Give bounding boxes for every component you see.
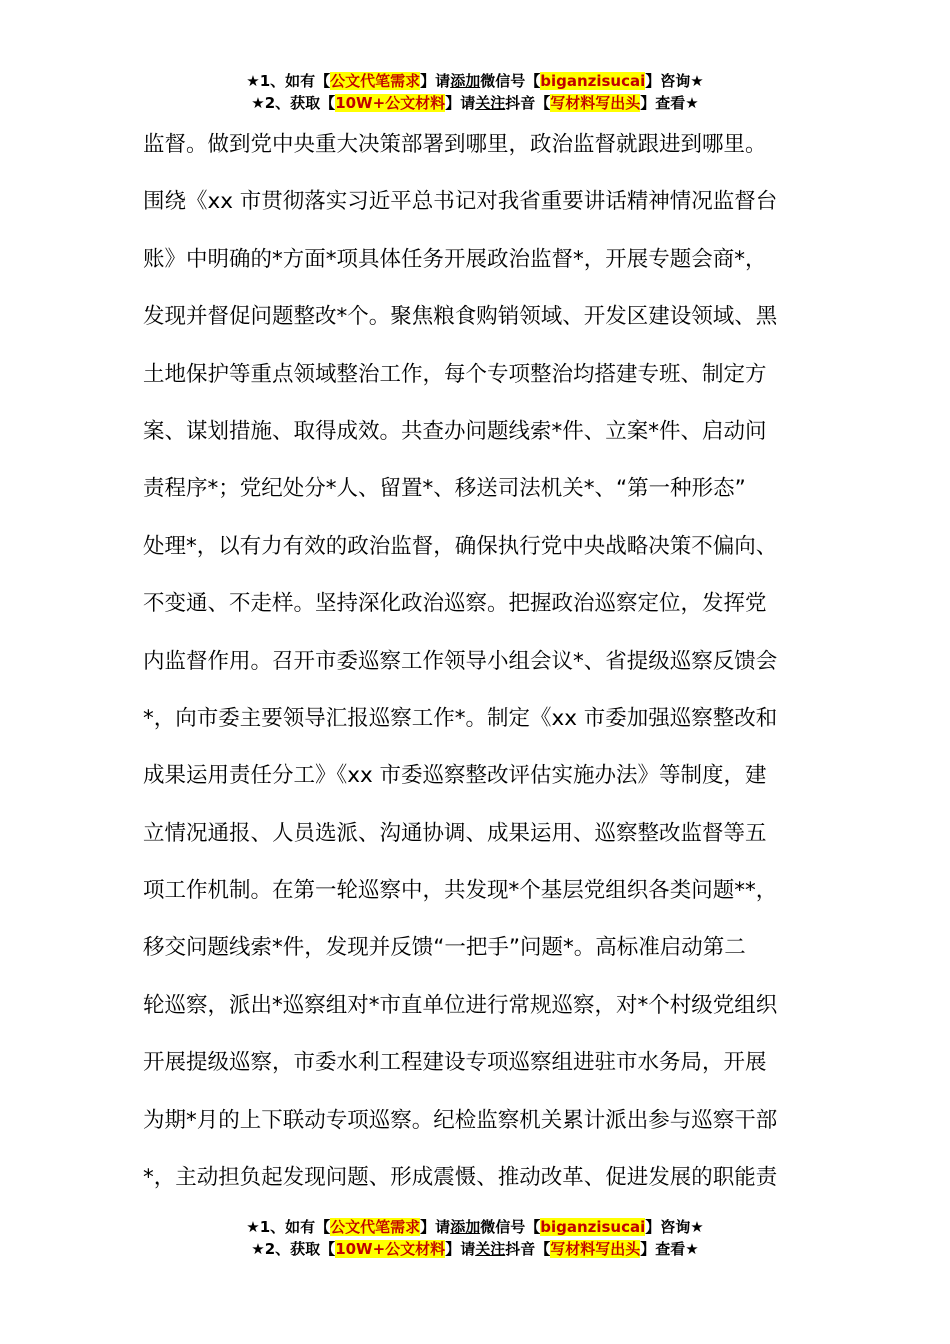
banner-line-2 [0, 1238, 950, 1260]
banner-text: 】查看★ [640, 94, 699, 112]
banner-highlight-wechat-id: biganzisucai [540, 72, 646, 90]
body-line: 项工作机制。在第一轮巡察中，共发现*个基层党组织各类问题**， [143, 878, 778, 904]
footer-banner [0, 1216, 950, 1260]
banner-highlight-douyin: 写材料写出头 [550, 1240, 641, 1258]
banner-text: ★2、获取【 [251, 1240, 336, 1258]
body-line: 成果运用责任分工》《xx 市委巡察整改评估实施办法》等制度，建 [143, 763, 767, 789]
body-line: 监督。做到党中央重大决策部署到哪里，政治监督就跟进到哪里。 [143, 132, 767, 157]
body-line: 土地保护等重点领域整治工作，每个专项整治均搭建专班、制定方 [143, 361, 767, 387]
banner-line-2 [0, 92, 950, 114]
body-line: 处理*，以有力有效的政治监督，确保执行党中央战略决策不偏向、 [143, 533, 778, 559]
banner-text: 抖音【 [505, 94, 551, 112]
banner-text: 微信号【 [480, 1218, 541, 1236]
body-line: 责程序*；党纪处分*人、留置*、移送司法机关*、“第一种形态” [143, 476, 746, 502]
body-line: 立情况通报、人员选派、沟通协调、成果运用、巡察整改监督等五 [143, 820, 767, 846]
banner-text: 】请 [420, 1218, 451, 1236]
banner-highlight-service: 公文代笔需求 [330, 1218, 421, 1236]
banner-highlight-materials: 10W+公文材料 [335, 1240, 446, 1258]
body-line: *，主动担负起发现问题、形成震慑、推动改革、促进发展的职能责 [143, 1165, 778, 1191]
banner-text: ★1、如有【 [246, 1218, 331, 1236]
banner-text: 】咨询★ [645, 72, 704, 90]
banner-text: 微信号【 [480, 72, 541, 90]
banner-highlight-wechat-id: biganzisucai [540, 1218, 646, 1236]
banner-line-1 [0, 70, 950, 92]
body-line: 为期*月的上下联动专项巡察。纪检监察机关累计派出参与巡察干部 [143, 1107, 778, 1133]
body-line: 账》中明确的*方面*项具体任务开展政治监督*，开展专题会商*， [143, 246, 767, 272]
body-line: 发现并督促问题整改*个。聚焦粮食购销领域、开发区建设领域、黑 [143, 304, 778, 330]
banner-text: 抖音【 [505, 1240, 551, 1258]
body-line: 移交问题线索*件，发现并反馈“一把手”问题*。高标准启动第二 [143, 935, 746, 961]
banner-underline-text: 关注 [475, 94, 506, 112]
banner-highlight-materials: 10W+公文材料 [335, 94, 446, 112]
document-body [143, 116, 813, 1206]
banner-underline-text: 添加 [450, 72, 481, 90]
body-line: 内监督作用。召开市委巡察工作领导小组会议*、省提级巡察反馈会 [143, 648, 778, 674]
banner-text: 】咨询★ [645, 1218, 704, 1236]
banner-text: ★1、如有【 [246, 72, 331, 90]
banner-text: 】请 [420, 72, 451, 90]
banner-line-1 [0, 1216, 950, 1238]
banner-highlight-service: 公文代笔需求 [330, 72, 421, 90]
body-line: 不变通、不走样。坚持深化政治巡察。把握政治巡察定位，发挥党 [143, 591, 767, 617]
body-line: 围绕《xx 市贯彻落实习近平总书记对我省重要讲话精神情况监督台 [143, 189, 778, 215]
banner-underline-text: 添加 [450, 1218, 481, 1236]
body-line: 开展提级巡察，市委水利工程建设专项巡察组进驻市水务局，开展 [143, 1050, 767, 1076]
body-line: 轮巡察，派出*巡察组对*市直单位进行常规巡察，对*个村级党组织 [143, 992, 778, 1018]
banner-text: 】请 [445, 1240, 476, 1258]
body-line: 案、谋划措施、取得成效。共查办问题线索*件、立案*件、启动问 [143, 418, 767, 444]
banner-highlight-douyin: 写材料写出头 [550, 94, 641, 112]
banner-underline-text: 关注 [475, 1240, 506, 1258]
banner-text: 】查看★ [640, 1240, 699, 1258]
body-line: *，向市委主要领导汇报巡察工作*。制定《xx 市委加强巡察整改和 [143, 705, 778, 731]
banner-text: ★2、获取【 [251, 94, 336, 112]
banner-text: 】请 [445, 94, 476, 112]
header-banner [0, 70, 950, 114]
